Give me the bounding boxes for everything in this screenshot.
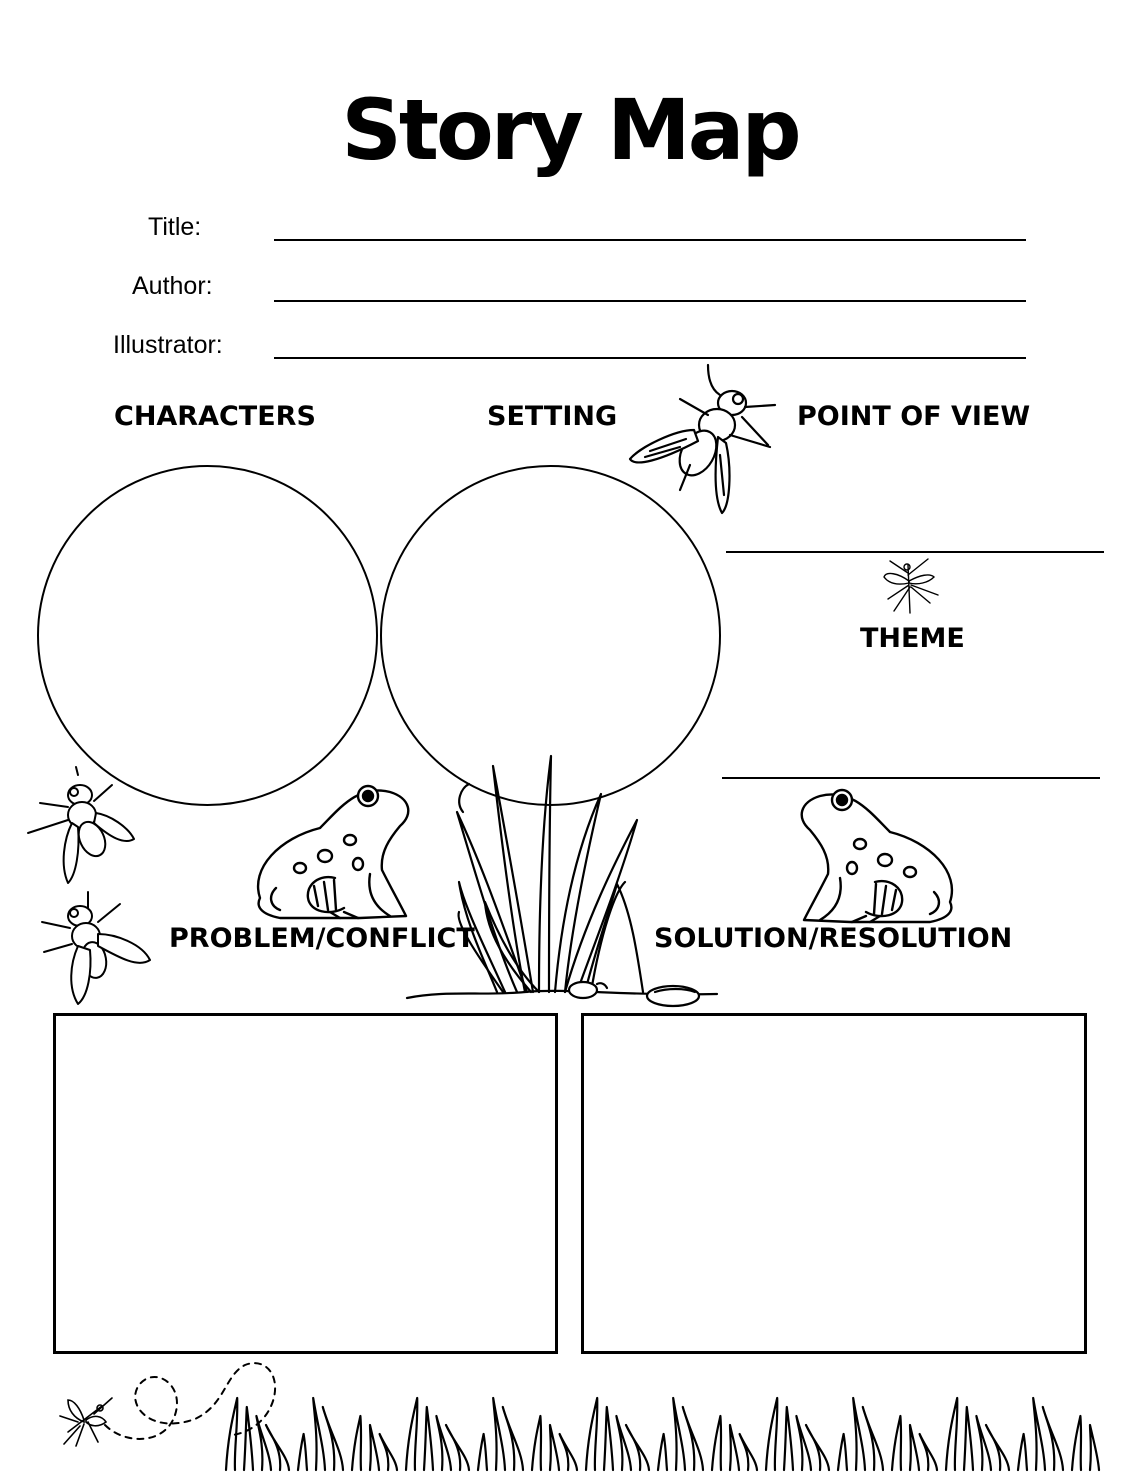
problem-conflict-heading: PROBLEM/CONFLICT (169, 923, 475, 954)
fly-icon (38, 888, 158, 1008)
illustrator-label: Illustrator: (113, 331, 223, 359)
characters-circle[interactable] (37, 465, 378, 806)
characters-heading: CHARACTERS (114, 401, 316, 432)
author-label: Author: (132, 272, 213, 300)
page-title: Story Map (341, 81, 799, 179)
point-of-view-heading: POINT OF VIEW (797, 401, 1031, 432)
solution-resolution-box[interactable] (581, 1013, 1087, 1354)
reed-grass-icon (405, 752, 725, 1014)
mosquito-icon (58, 1392, 113, 1447)
mosquito-icon (880, 555, 945, 620)
grass-border-icon (220, 1380, 1120, 1475)
grass-blades (226, 1398, 1099, 1470)
point-of-view-write-line[interactable] (726, 551, 1104, 553)
setting-heading: SETTING (487, 401, 618, 432)
fly-icon (20, 765, 140, 885)
author-write-line[interactable] (274, 300, 1026, 302)
frog-icon (240, 778, 415, 928)
theme-heading: THEME (860, 623, 965, 654)
fly-icon (620, 355, 785, 520)
solution-resolution-heading: SOLUTION/RESOLUTION (654, 923, 1013, 954)
title-label: Title: (148, 213, 202, 241)
title-write-line[interactable] (274, 239, 1026, 241)
frog-icon (795, 782, 970, 932)
problem-conflict-box[interactable] (53, 1013, 558, 1354)
theme-write-line[interactable] (722, 777, 1100, 779)
